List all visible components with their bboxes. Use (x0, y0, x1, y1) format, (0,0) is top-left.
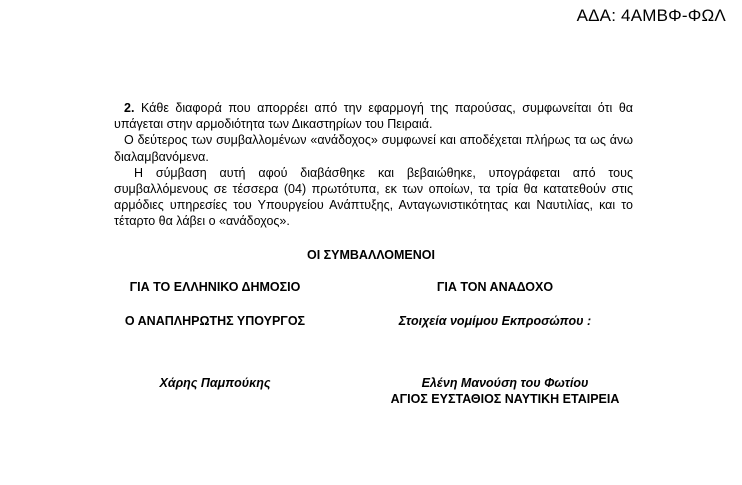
ada-code: ΑΔΑ: 4ΑΜΒΦ-ΦΩΛ (576, 6, 726, 25)
right-signatory-role: Στοιχεία νομίμου Εκπροσώπου : (398, 314, 592, 328)
right-party-heading: ΓΙΑ ΤΟΝ ΑΝΑΔΟΧΟ (436, 280, 554, 294)
clause-2-text: Κάθε διαφορά που απορρέει από την εφαρμογή της παρούσας, συμφωνείται ότι θα υπάγεται στην αρμοδιότητα των Δικαστηρίων του Πειραιά. (114, 101, 633, 132)
left-signatory-name: Χάρης Παμπούκης (159, 376, 271, 390)
signing-paragraph: Η σύμβαση αυτή αφού διαβάσθηκε και βεβαιώθηκε, υπογράφεται από τους συμβαλλόμενους σε τέσσερα (04) πρωτότυπα, εκ των οποίων, τα τρία θα κατατεθούν στις αρμόδιες υπηρεσίες του Υπουργείου Ανάπτυξης, Ανταγωνιστικότητας και Ναυτιλίας, και το τέταρτο θα λάβει ο «ανάδοχος». (114, 165, 633, 229)
acceptance-paragraph: Ο δεύτερος των συμβαλλομένων «ανάδοχος» συμφωνεί και αποδέχεται πλήρως τα ως άνω διαλαμβανόμενα. (114, 133, 633, 164)
contracting-parties-title: ΟΙ ΣΥΜΒΑΛΛΟΜΕΝΟΙ (306, 248, 435, 262)
right-company-name: ΑΓΙΟΣ ΕΥΣΤΑΘΙΟΣ ΝΑΥΤΙΚΗ ΕΤΑΙΡΕΙΑ (390, 392, 620, 406)
clause-number: 2. (124, 101, 135, 115)
contract-body (114, 100, 633, 230)
left-signatory-role: Ο ΑΝΑΠΛΗΡΩΤΗΣ ΥΠΟΥΡΓΟΣ (124, 314, 306, 328)
left-party-heading: ΓΙΑ ΤΟ ΕΛΛΗΝΙΚΟ ΔΗΜΟΣΙΟ (129, 280, 301, 294)
right-signatory-name: Ελένη Μανούση του Φωτίου (421, 376, 589, 390)
clause-2-paragraph (114, 100, 633, 132)
